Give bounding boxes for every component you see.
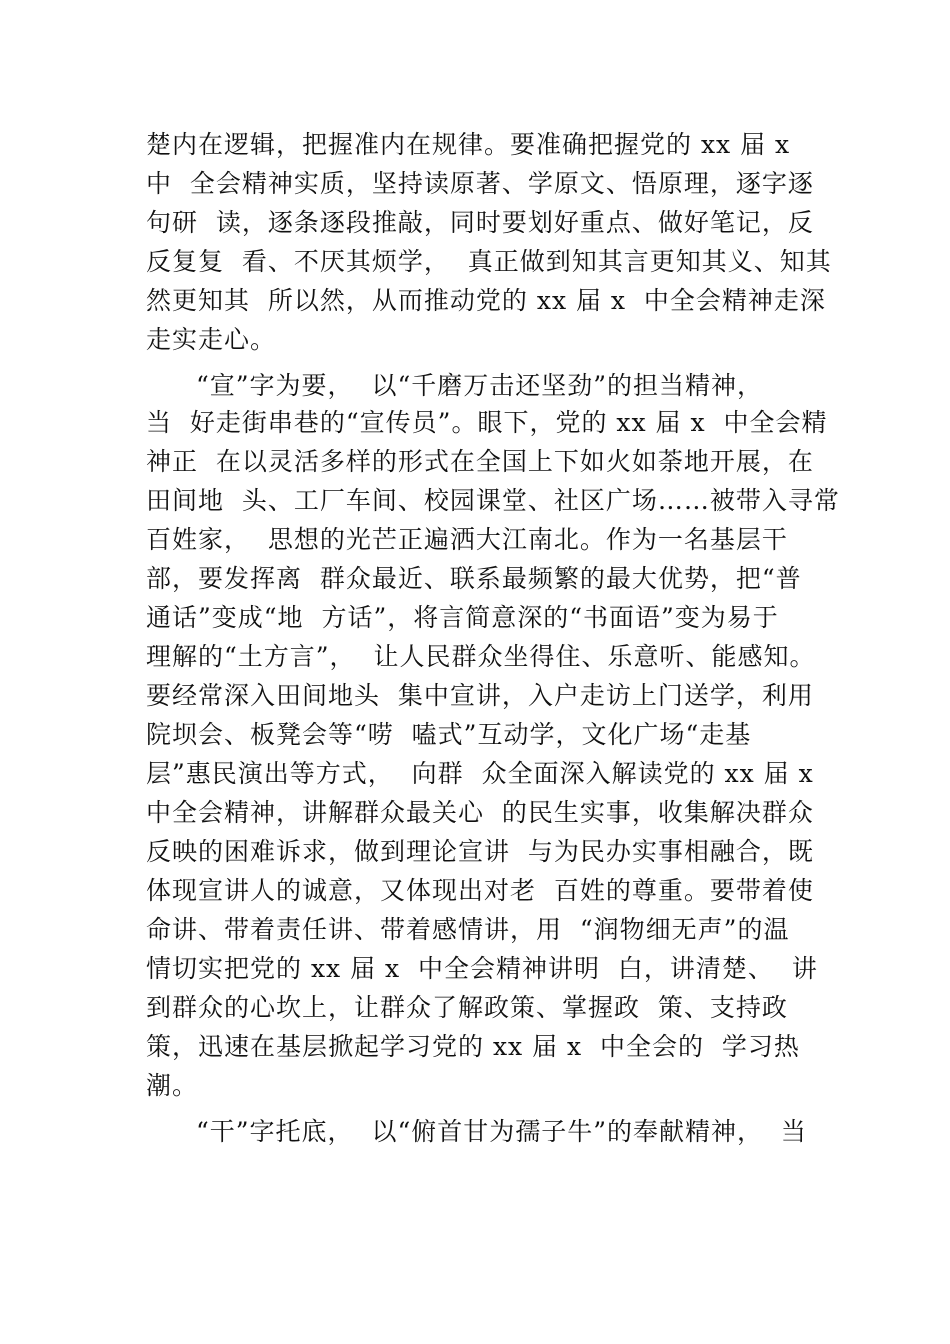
- text-line: 院坝会、板凳会等“唠 嗑式”互动学，文化广场“走基: [146, 720, 752, 749]
- text-line: 田间地 头、工厂车间、校园课堂、社区广场……被带入寻常: [146, 486, 840, 515]
- text-line: 命讲、带着责任讲、带着感情讲，用 “润物细无声”的温: [146, 915, 790, 944]
- text-line: 走实走心。: [146, 325, 277, 354]
- text-line: 体现宣讲人的诚意，又体现出对老 百姓的尊重。要带着使: [146, 876, 814, 905]
- text-line: 策，迅速在基层掀起学习党的 xx 届 x 中全会的 学习热: [146, 1032, 800, 1061]
- text-line: 中全会精神，讲解群众最关心 的民生实事，收集解决群众: [146, 798, 814, 827]
- text-line: 要经常深入田间地头 集中宣讲，入户走访上门送学，利用: [146, 681, 814, 710]
- text-line: 层”惠民演出等方式， 向群 众全面深入解读党的 xx 届 x: [146, 759, 814, 788]
- text-line: 部，要发挥离 群众最近、联系最频繁的最大优势，把“普: [146, 564, 802, 593]
- text-line: 反映的困难诉求，做到理论宣讲 与为民办实事相融合，既: [146, 837, 814, 866]
- text-line: 通话”变成“地 方话”，将言简意深的“书面语”变为易于: [146, 603, 779, 632]
- text-line: 然更知其 所以然，从而推动党的 xx 届 x 中全会精神走深: [146, 286, 826, 315]
- text-line: 百姓家， 思想的光芒正遍洒大江南北。作为一名基层干: [146, 525, 788, 554]
- text-line: 中 全会精神实质，坚持读原著、学原文、悟原理，逐字逐: [146, 169, 814, 198]
- paragraph-start-line: “干”字托底， 以“俯首甘为孺子牛”的奉献精神， 当: [196, 1117, 807, 1146]
- text-line: 反复复 看、不厌其烦学， 真正做到知其言更知其义、知其: [146, 247, 832, 276]
- text-line: 情切实把党的 xx 届 x 中全会精神讲明 白，讲清楚、 讲: [146, 954, 818, 983]
- text-line: 当 好走街串巷的“宣传员”。眼下，党的 xx 届 x 中全会精: [146, 408, 828, 437]
- text-line: 神正 在以灵活多样的形式在全国上下如火如荼地开展，在: [146, 447, 814, 476]
- text-line: 句研 读，逐条逐段推敲，同时要划好重点、做好笔记，反: [146, 208, 814, 237]
- text-line: 楚内在逻辑，把握准内在规律。要准确把握党的 xx 届 x: [146, 130, 791, 159]
- text-line: 理解的“土方言”， 让人民群众坐得住、乐意听、能感知。: [146, 642, 816, 671]
- paragraph-start-line: “宣”字为要， 以“千磨万击还坚劲”的担当精神，: [196, 371, 764, 400]
- text-line: 到群众的心坎上，让群众了解政策、掌握政 策、支持政: [146, 993, 788, 1022]
- text-line: 潮。: [146, 1071, 199, 1100]
